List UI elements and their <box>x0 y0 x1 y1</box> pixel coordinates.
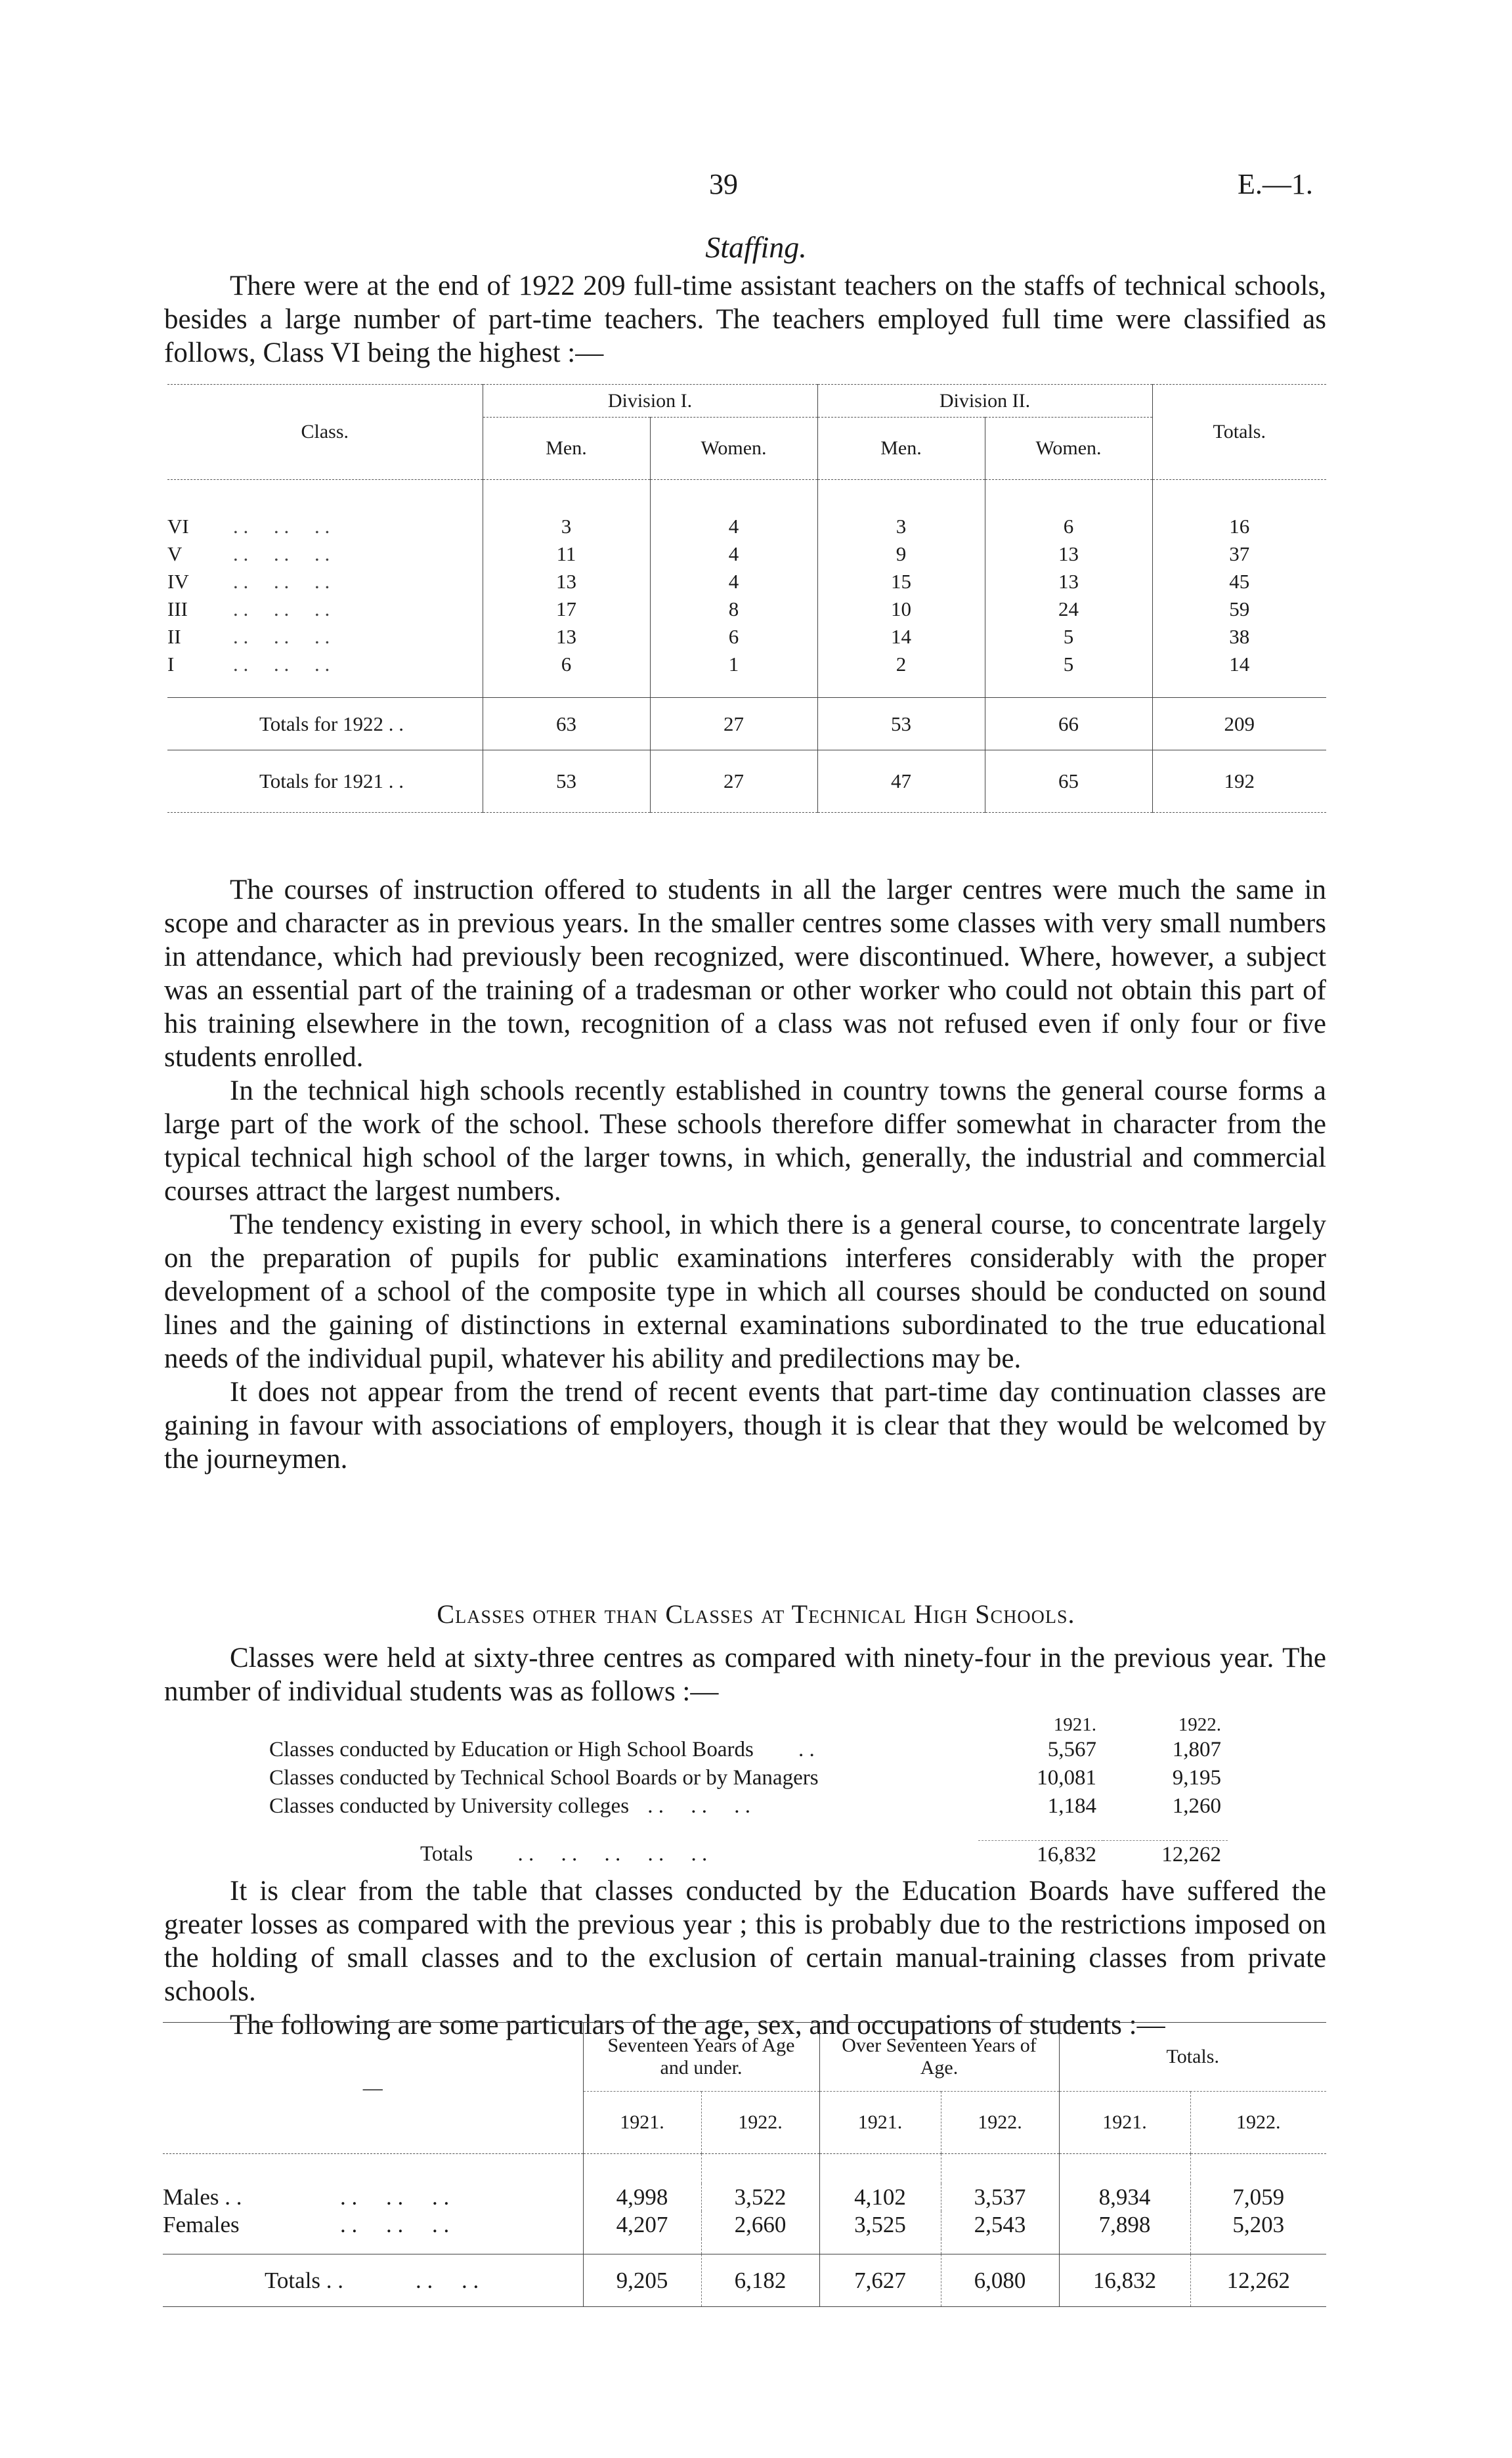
row-label: VI <box>167 514 189 538</box>
table-cell: 14 <box>1152 651 1326 678</box>
other-classes-intro <box>164 1641 1326 1708</box>
table-cell: 59 <box>1152 595 1326 623</box>
table-cell: 4,998 <box>583 2184 701 2211</box>
table-cell: 13 <box>985 568 1152 595</box>
table-cell: 2 <box>817 651 985 678</box>
age-over-17-header: Over Seventeen Years of Age. <box>819 2023 1059 2092</box>
table-row <box>163 2211 1326 2239</box>
table-cell: 1 <box>650 651 817 678</box>
totals-group-header: Totals. <box>1059 2023 1326 2092</box>
table-cell: 5 <box>985 623 1152 651</box>
row-label: III <box>167 597 188 620</box>
table-cell: 53 <box>817 698 985 750</box>
leader-dots: . . . . . . <box>233 569 330 593</box>
table-cell: 13 <box>483 568 650 595</box>
table-cell: 3,522 <box>701 2184 819 2211</box>
table-cell: 9,205 <box>583 2254 701 2307</box>
totals-row <box>163 2254 1326 2307</box>
year-1921-header: 1921. <box>819 2092 941 2154</box>
year-1922-header: 1922. <box>1190 2092 1326 2154</box>
table-row <box>167 651 1326 678</box>
year-1921-header: 1921. <box>583 2092 701 2154</box>
staffing-intro-paragraph <box>164 269 1326 370</box>
blank-header: — <box>163 2023 583 2154</box>
row-label: Totals for 1922 . . <box>167 698 483 750</box>
table-cell: 192 <box>1152 750 1326 813</box>
table-cell: 27 <box>650 750 817 813</box>
table-cell: 66 <box>985 698 1152 750</box>
table-cell: 3 <box>817 513 985 540</box>
table-cell: 5 <box>985 651 1152 678</box>
table-cell: 24 <box>985 595 1152 623</box>
year-1921-header: 1921. <box>1053 1714 1096 1735</box>
table-cell: 6 <box>483 651 650 678</box>
row-label: Totals <box>420 1842 473 1866</box>
table-cell: 4 <box>650 513 817 540</box>
table-cell: 7,627 <box>819 2254 941 2307</box>
year-1922-header: 1922. <box>701 2092 819 2154</box>
paragraph-text: The tendency existing in every school, in which there is a general course, to concentrate largely on the preparation of pupils for public examinations interferes considerably with the proper development of a school of the composite type in which all courses should be conducted on sound lines and the gaining of distinctions in external examinations subordinated to the true educational needs of the individual pupil, whatever his ability and predilections may be. <box>164 1209 1326 1374</box>
paragraph-text: It is clear from the table that classes conducted by the Education Boards have suffered the greater losses as compared with the previous year ; this is probably due to the restrictions imposed on the holding of small classes and to the exclusion of certain manual-training classes from private schools. <box>164 1876 1326 2007</box>
table-row <box>167 595 1326 623</box>
table-cell: 65 <box>985 750 1152 813</box>
table-cell: 10 <box>817 595 985 623</box>
document-reference: E.—1. <box>1238 168 1313 200</box>
table-cell: 17 <box>483 595 650 623</box>
year-1922-header: 1922. <box>941 2092 1059 2154</box>
row-label: I <box>167 652 175 676</box>
paragraph-text: Classes were held at sixty-three centres as compared with ninety-four in the previous year. The number of individual students was as follows :— <box>164 1643 1326 1707</box>
table-cell: 6,080 <box>941 2254 1059 2307</box>
staffing-body-text <box>164 873 1326 1476</box>
table-cell: 4 <box>650 540 817 568</box>
leader-dots: . . . . <box>416 2267 479 2293</box>
table-cell: 5,567 <box>1047 1738 1096 1761</box>
table-cell: 8 <box>650 595 817 623</box>
row-label: II <box>167 624 181 648</box>
table-row <box>269 1792 1228 1821</box>
totals-1922-row <box>167 698 1326 750</box>
leader-dots: . . . . . . . . . . <box>517 1842 708 1866</box>
table-cell: 63 <box>483 698 650 750</box>
division-2-header: Division II. <box>817 385 1152 418</box>
table-cell: 1,184 <box>1047 1794 1096 1818</box>
division-1-women-header: Women. <box>650 418 817 480</box>
class-column-header: Class. <box>167 385 483 480</box>
leader-dots: . . . . . . <box>647 1794 751 1818</box>
table-cell: 4 <box>650 568 817 595</box>
table-cell: 6 <box>650 623 817 651</box>
section-heading-staffing: Staffing. <box>705 230 807 264</box>
table-row <box>269 1736 1228 1764</box>
paragraph-text: The courses of instruction offered to students in all the larger centres were much the same in scope and character as in previous years. In the smaller centres some classes with very small numbers in attendance, which had previously been recognized, were discontinued. Where, however, a subject was an essential part of the training of a tradesman or other worker who could not obtain this part of his training elsewhere in the town, recognition of a class was not refused even if only four or five students enrolled. <box>164 874 1326 1073</box>
section-heading-other-classes: Classes other than Classes at Technical High Schools. <box>437 1599 1075 1629</box>
table-cell: 7,898 <box>1059 2211 1190 2239</box>
year-1922-header: 1922. <box>1178 1714 1221 1735</box>
table-row <box>167 568 1326 595</box>
row-label: Totals for 1921 . . <box>167 750 483 813</box>
table-cell: 13 <box>985 540 1152 568</box>
row-label: Females <box>163 2211 240 2237</box>
table-row <box>269 1764 1228 1792</box>
table-cell: 2,543 <box>941 2211 1059 2239</box>
leader-dots: . . . . . . <box>233 542 330 565</box>
table-cell: 10,081 <box>1037 1766 1096 1790</box>
division-1-men-header: Men. <box>483 418 650 480</box>
year-1921-header: 1921. <box>1059 2092 1190 2154</box>
table-cell: 1,260 <box>1172 1794 1221 1818</box>
table-cell: 3,525 <box>819 2211 941 2239</box>
table-cell: 4,102 <box>819 2184 941 2211</box>
row-label: Totals . . <box>265 2267 344 2293</box>
classes-summary-table <box>269 1714 1228 1869</box>
table-cell: 14 <box>817 623 985 651</box>
table-cell: 16 <box>1152 513 1326 540</box>
table-row <box>167 623 1326 651</box>
leader-dots: . . . . . . <box>233 514 330 538</box>
table-cell: 37 <box>1152 540 1326 568</box>
leader-dots: . . . . . . <box>340 2184 450 2210</box>
age-sex-table <box>163 2022 1326 2307</box>
row-label: V <box>167 542 183 565</box>
leader-dots: . . . . . . <box>340 2211 450 2237</box>
table-cell: 6,182 <box>701 2254 819 2307</box>
table-cell: 1,807 <box>1172 1738 1221 1761</box>
leader-dots: . . . . . . <box>233 624 330 648</box>
table-cell: 9,195 <box>1172 1766 1221 1790</box>
division-2-men-header: Men. <box>817 418 985 480</box>
other-classes-body-text <box>164 1874 1326 2042</box>
table-cell: 2,660 <box>701 2211 819 2239</box>
totals-column-header: Totals. <box>1152 385 1326 480</box>
page-number: 39 <box>709 168 738 200</box>
table-cell: 11 <box>483 540 650 568</box>
table-cell: 9 <box>817 540 985 568</box>
table-cell: 7,059 <box>1190 2184 1326 2211</box>
staffing-table <box>167 384 1326 813</box>
row-label: Classes conducted by University colleges <box>269 1794 630 1818</box>
table-cell: 4,207 <box>583 2211 701 2239</box>
table-cell: 45 <box>1152 568 1326 595</box>
paragraph-text: It does not appear from the trend of recent events that part-time day continuation classes are gaining in favour with associations of employers, though it is clear that they would be welcomed by the journeymen. <box>164 1377 1326 1475</box>
table-cell: 53 <box>483 750 650 813</box>
paragraph-text: The following are some particulars of the age, sex, and occupations of students :— <box>230 2010 1165 2040</box>
table-cell: 8,934 <box>1059 2184 1190 2211</box>
row-label: Males . . <box>163 2184 242 2210</box>
row-label: Classes conducted by Education or High School Boards <box>269 1738 754 1761</box>
table-cell: 3 <box>483 513 650 540</box>
row-label: Classes conducted by Technical School Boards or by Managers <box>269 1766 819 1790</box>
division-2-women-header: Women. <box>985 418 1152 480</box>
table-cell: 209 <box>1152 698 1326 750</box>
table-cell: 15 <box>817 568 985 595</box>
table-row <box>163 2184 1326 2211</box>
totals-row <box>269 1840 1228 1869</box>
totals-1921-row <box>167 750 1326 813</box>
leader-dots: . . . . . . <box>233 597 330 620</box>
row-label: IV <box>167 569 189 593</box>
leader-dots: . . <box>798 1738 815 1761</box>
table-cell: 47 <box>817 750 985 813</box>
table-cell: 16,832 <box>1037 1842 1096 1866</box>
table-cell: 5,203 <box>1190 2211 1326 2239</box>
leader-dots: . . . . . . <box>233 652 330 676</box>
table-cell: 27 <box>650 698 817 750</box>
table-row <box>167 540 1326 568</box>
table-cell: 13 <box>483 623 650 651</box>
division-1-header: Division I. <box>483 385 817 418</box>
table-row <box>167 513 1326 540</box>
table-cell: 12,262 <box>1161 1842 1221 1866</box>
table-cell: 6 <box>985 513 1152 540</box>
paragraph-text: There were at the end of 1922 209 full-time assistant teachers on the staffs of technical schools, besides a large number of part-time teachers. The teachers employed full time were classified as follows, Class VI being the highest :— <box>164 270 1326 368</box>
table-cell: 38 <box>1152 623 1326 651</box>
table-cell: 12,262 <box>1190 2254 1326 2307</box>
table-cell: 16,832 <box>1059 2254 1190 2307</box>
table-cell: 3,537 <box>941 2184 1059 2211</box>
paragraph-text: In the technical high schools recently established in country towns the general course forms a large part of the work of the school. These schools therefore differ somewhat in character from the typical technical high school of the larger towns, in which, generally, the industrial and commercial courses attract the largest numbers. <box>164 1075 1326 1207</box>
age-17-under-header: Seventeen Years of Age and under. <box>583 2023 819 2092</box>
